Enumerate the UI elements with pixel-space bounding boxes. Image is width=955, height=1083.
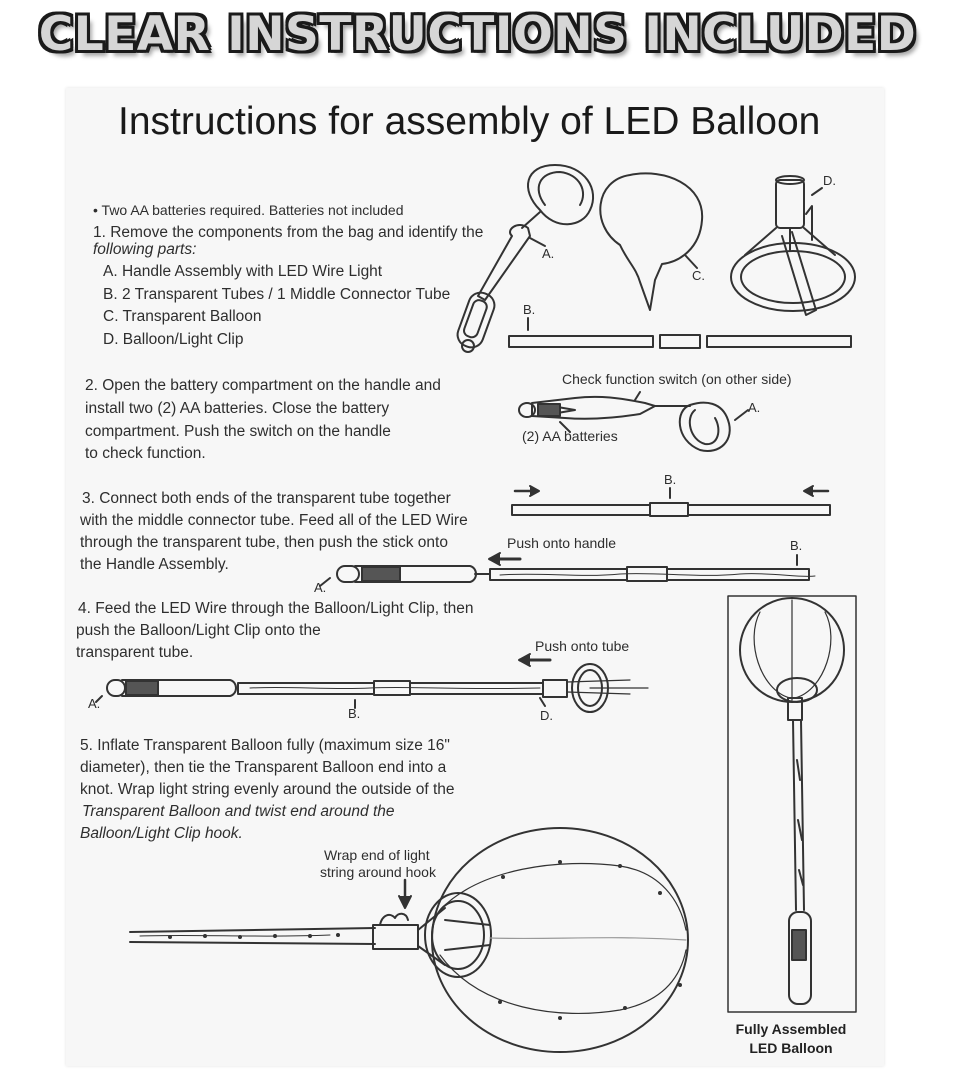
- wrap-label-1: Wrap end of light: [324, 847, 430, 863]
- step5-line2: diameter), then tie the Transparent Balloon end into a: [80, 759, 447, 776]
- push-handle-label: Push onto handle: [507, 535, 616, 551]
- label-a-step4: A.: [88, 696, 101, 711]
- fully-assembled-caption: [730, 1020, 852, 1058]
- label-b-step1: B.: [523, 302, 536, 317]
- step1-line1: 1. Remove the components from the bag and identify the: [93, 224, 484, 241]
- caption-line1: Fully Assembled: [735, 1021, 847, 1037]
- label-a-step2: A.: [748, 400, 761, 415]
- page-title: Instructions for assembly of LED Balloon: [118, 100, 821, 143]
- step4-line2: push the Balloon/Light Clip onto the: [76, 622, 321, 639]
- tubes-drawing: [509, 318, 851, 348]
- label-a-step1: A.: [542, 246, 555, 261]
- step4-line1: 4. Feed the LED Wire through the Balloon/Light Clip, then: [78, 600, 474, 617]
- step2-line2: install two (2) AA batteries. Close the battery: [85, 400, 390, 417]
- step5-line1: 5. Inflate Transparent Balloon fully (maximum size 16": [80, 737, 450, 754]
- balloon-clip-drawing: [731, 176, 855, 315]
- step5-line3: knot. Wrap light string evenly around the outside of the: [80, 781, 455, 798]
- label-a-step3: A.: [314, 580, 327, 595]
- banner-heading: CLEAR INSTRUCTIONS INCLUDED: [38, 7, 917, 62]
- step4-line3: transparent tube.: [76, 644, 194, 661]
- battery-label: (2) AA batteries: [522, 428, 618, 444]
- step3-line1: 3. Connect both ends of the transparent tube together: [82, 490, 451, 507]
- battery-note: • Two AA batteries required. Batteries not included: [93, 202, 404, 218]
- step2-line3: compartment. Push the switch on the handle: [85, 423, 391, 440]
- part-d: D. Balloon/Light Clip: [103, 331, 244, 348]
- handle-clip-drawing: [96, 654, 648, 712]
- step3-line3: through the transparent tube, then push the stick onto: [80, 534, 448, 551]
- label-b-step3: B.: [790, 538, 803, 553]
- wrap-label-2: string around hook: [320, 864, 436, 880]
- part-a: A. Handle Assembly with LED Wire Light: [103, 263, 383, 280]
- label-c-step1: C.: [692, 268, 705, 283]
- step2-line4: to check function.: [85, 445, 206, 462]
- handle-tube-drawing: [320, 553, 815, 586]
- label-b-step4: B.: [348, 706, 361, 721]
- caption-line2: LED Balloon: [749, 1040, 833, 1056]
- part-c: C. Transparent Balloon: [103, 308, 262, 325]
- connector-tubes-drawing: [512, 486, 830, 516]
- step1-line2: following parts:: [93, 241, 197, 258]
- step5-line4: Transparent Balloon and twist end around the: [82, 803, 395, 820]
- step2-line1: 2. Open the battery compartment on the handle and: [85, 377, 441, 394]
- step3-line4: the Handle Assembly.: [80, 556, 229, 573]
- push-tube-label: Push onto tube: [535, 638, 630, 654]
- label-d-step1: D.: [823, 173, 836, 188]
- balloon-drawing: [600, 173, 702, 310]
- switch-label: Check function switch (on other side): [562, 371, 792, 387]
- step5-line5: Balloon/Light Clip hook.: [80, 825, 243, 842]
- handle-assembly-drawing: [454, 165, 593, 352]
- label-b-step3-top: B.: [664, 472, 677, 487]
- fully-assembled-drawing: [728, 596, 856, 1012]
- part-b: B. 2 Transparent Tubes / 1 Middle Connector Tube: [103, 286, 451, 303]
- step3-line2: with the middle connector tube. Feed all of the LED Wire: [80, 512, 468, 529]
- label-d-step4: D.: [540, 708, 553, 723]
